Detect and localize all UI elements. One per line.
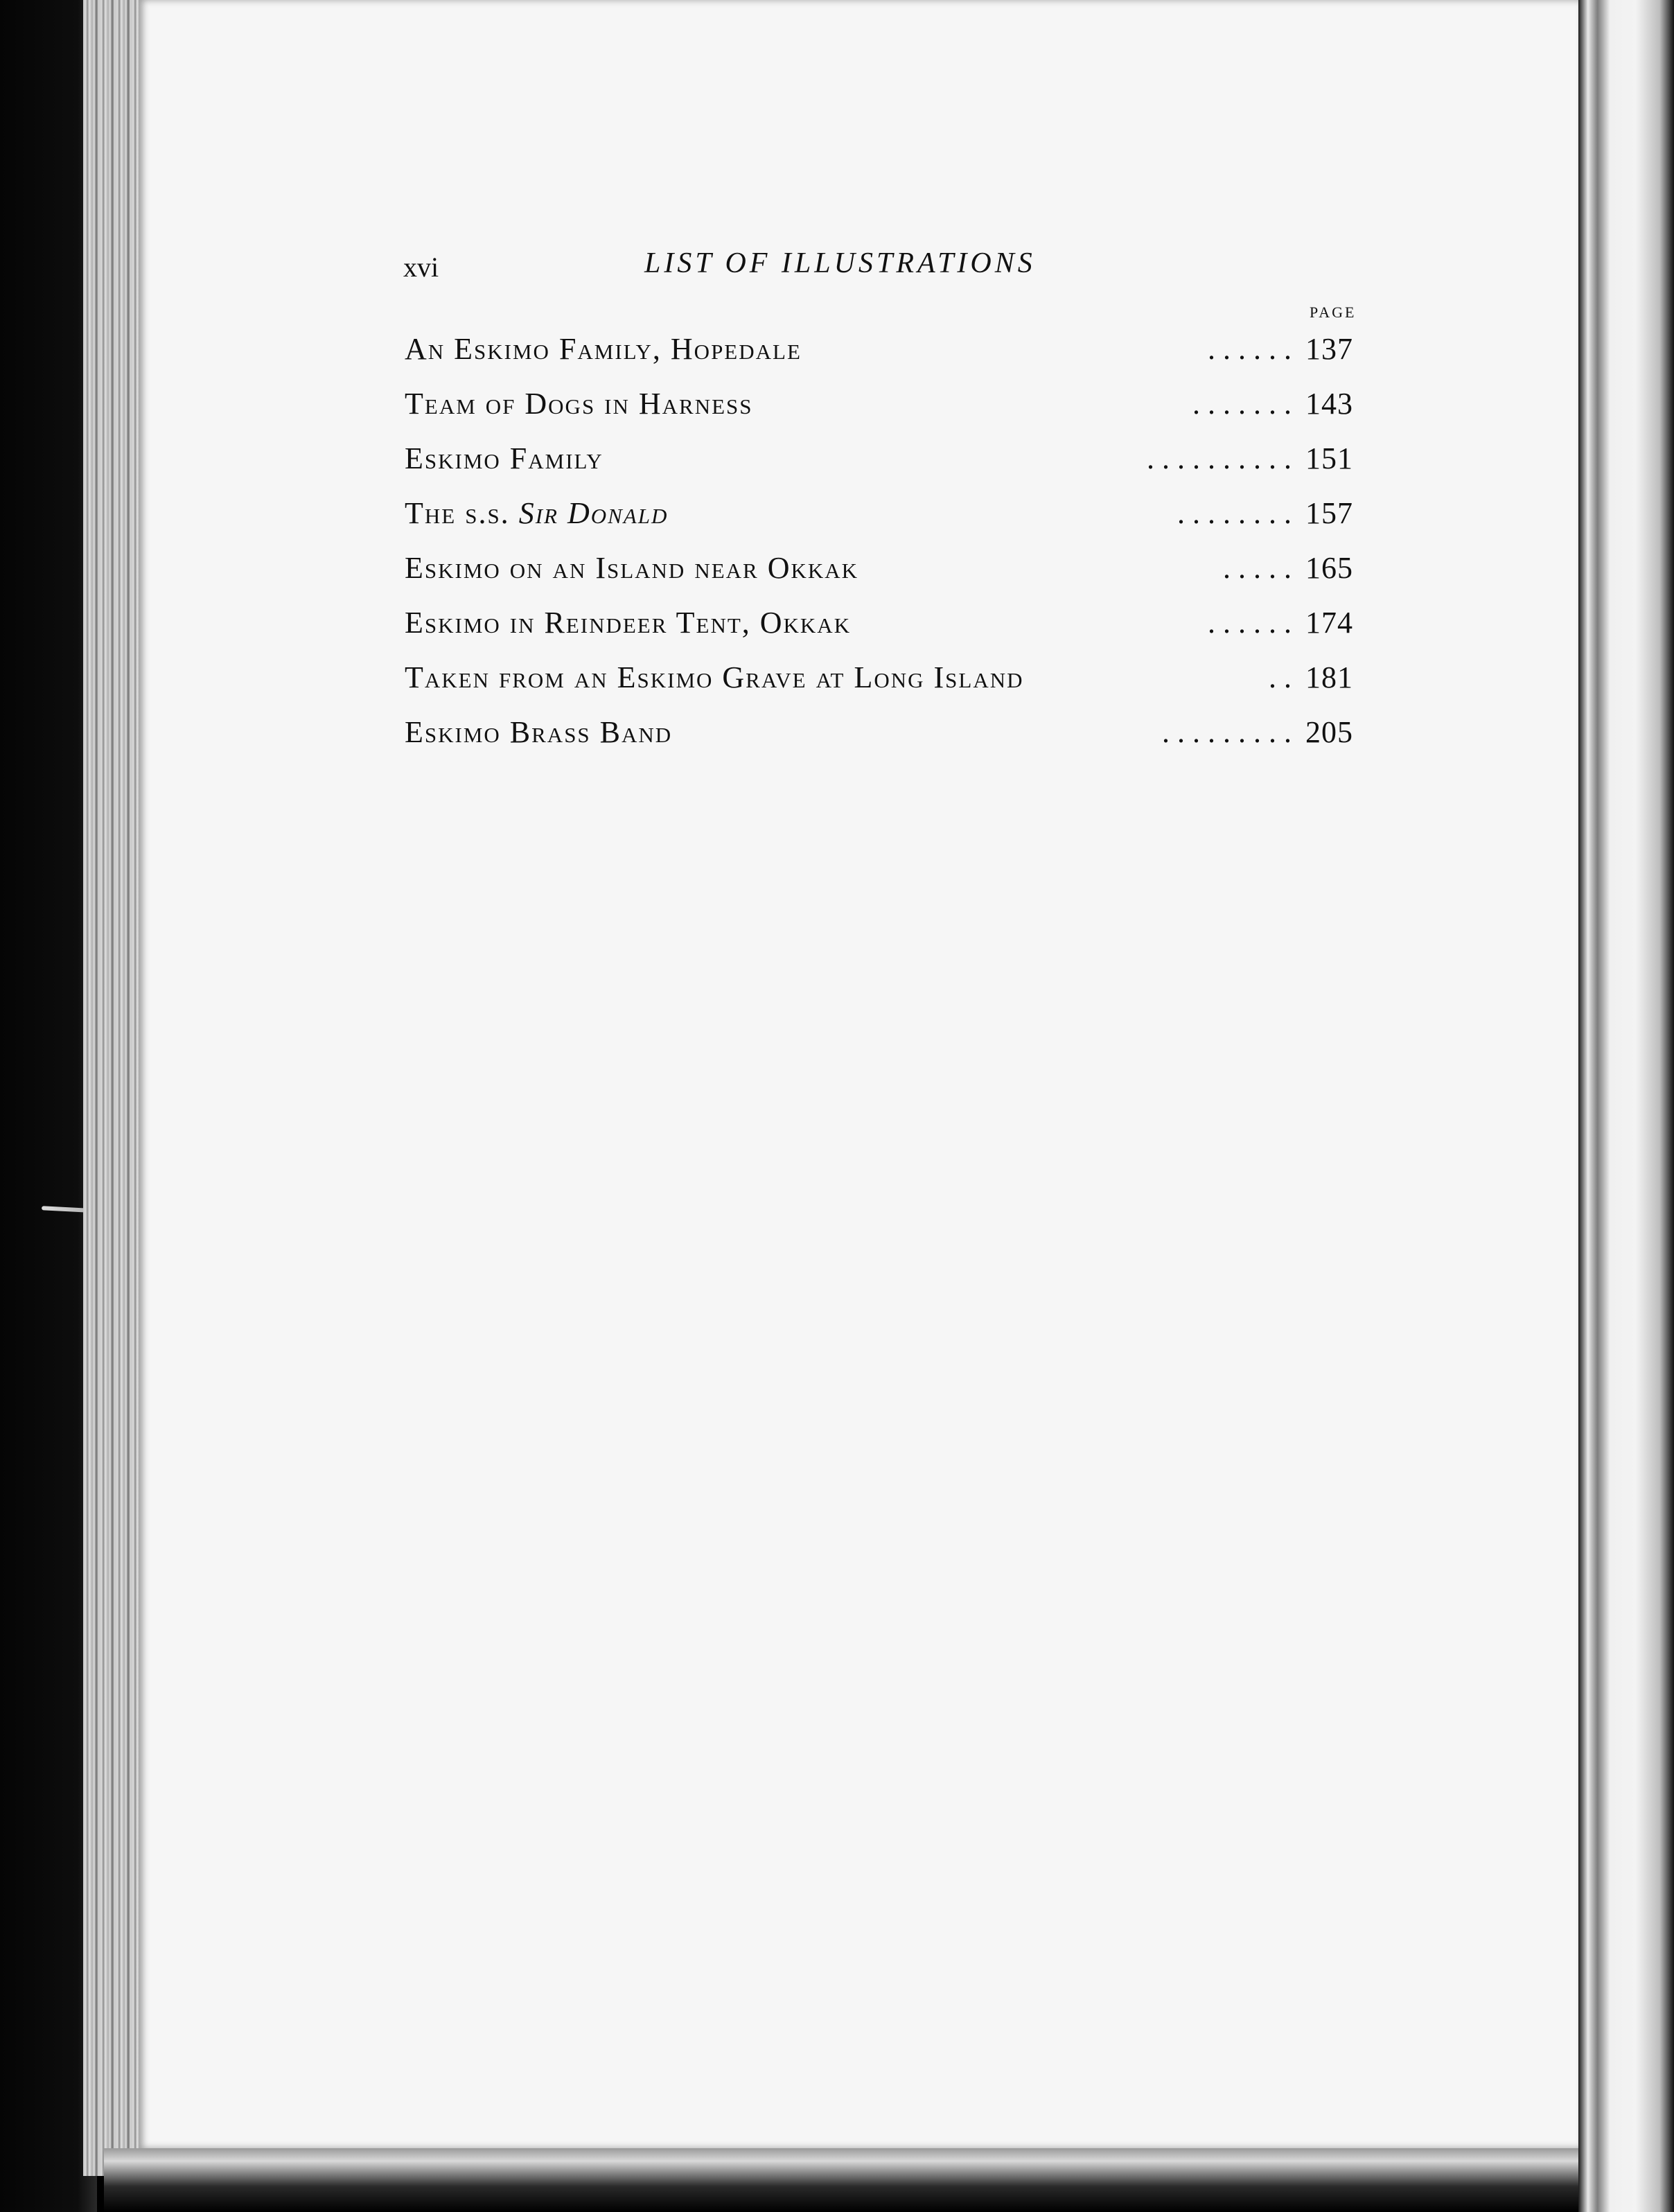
illustration-title: An Eskimo Family, Hopedale — [405, 332, 802, 366]
leader-dots: . . . . . . — [1208, 606, 1292, 640]
illustration-title: Taken from an Eskimo Grave at Long Island — [405, 660, 1024, 694]
list-item — [405, 605, 1368, 660]
list-item — [405, 331, 1368, 386]
list-item — [405, 550, 1368, 605]
leader-dots: . . . . . . — [1208, 332, 1292, 366]
page-number: 174 — [1305, 606, 1353, 640]
illustration-title: Eskimo Brass Band — [405, 715, 673, 749]
page-number: 143 — [1305, 387, 1353, 421]
leader-dots: . . . . . — [1223, 551, 1292, 585]
page-bottom-edge — [104, 2148, 1628, 2212]
illustration-list — [405, 331, 1368, 769]
leader-dots: . . . . . . . . . . — [1147, 441, 1292, 475]
page-number: 165 — [1305, 551, 1353, 585]
book-gutter-right — [1578, 0, 1674, 2212]
leader-dots: . . — [1269, 660, 1292, 694]
list-item — [405, 714, 1368, 769]
page-number: 157 — [1305, 496, 1353, 530]
illustration-title: Team of Dogs in Harness — [405, 387, 753, 421]
list-item — [405, 386, 1368, 441]
list-item — [405, 660, 1368, 714]
leader-dots: . . . . . . . . — [1177, 496, 1292, 530]
page-number: 181 — [1305, 660, 1353, 694]
illustration-title: Eskimo in Reindeer Tent, Okkak — [405, 606, 852, 640]
page-column-label: PAGE — [1310, 304, 1357, 321]
illustration-title: Eskimo on an Island near Okkak — [405, 551, 859, 585]
list-item — [405, 495, 1368, 550]
illustration-title: The s.s. Sir Donald — [405, 496, 669, 530]
leader-dots: . . . . . . . . . — [1162, 715, 1292, 749]
page-folio: xvi — [403, 252, 439, 283]
page-running-title: LIST OF ILLUSTRATIONS — [644, 247, 1036, 279]
page-number: 137 — [1305, 332, 1353, 366]
leader-dots: . . . . . . . — [1192, 387, 1292, 421]
illustration-title: Eskimo Family — [405, 441, 603, 475]
page-number: 151 — [1305, 441, 1353, 475]
list-item — [405, 441, 1368, 495]
scan-left-background — [0, 0, 97, 2212]
book-page — [139, 0, 1578, 2148]
page-number: 205 — [1305, 715, 1353, 749]
